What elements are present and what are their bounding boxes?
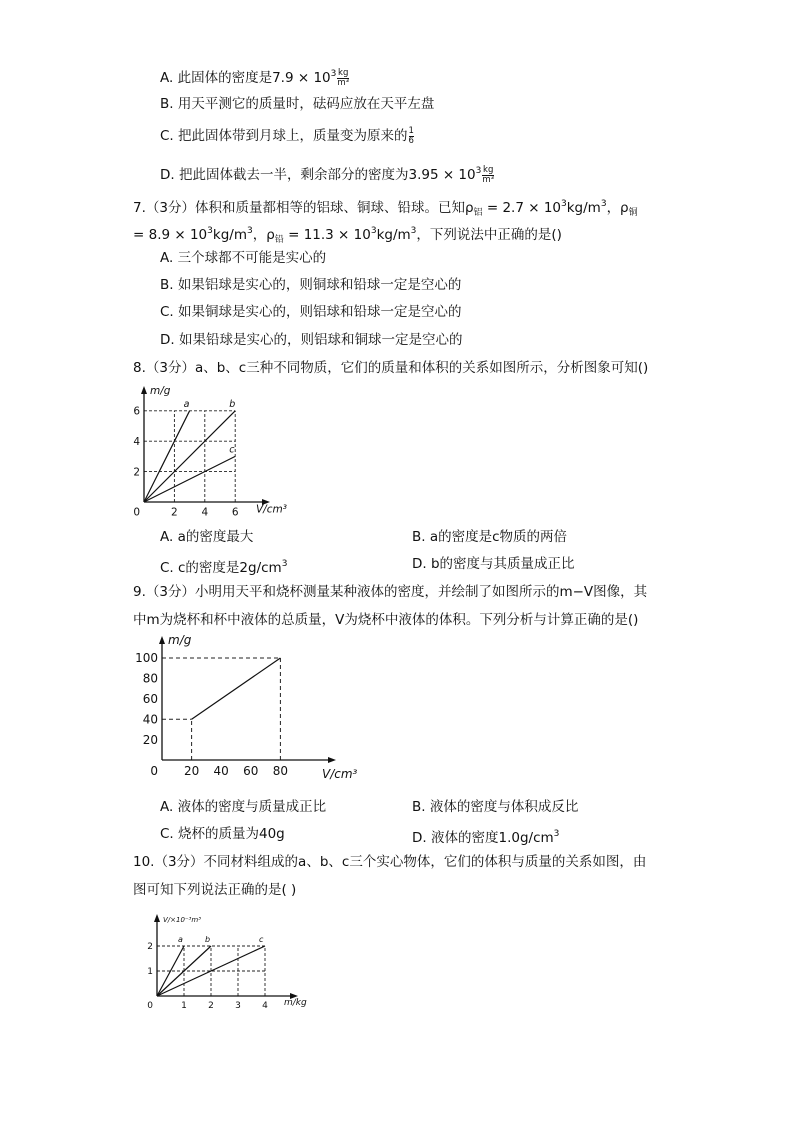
series-line-b bbox=[144, 411, 235, 502]
q7-option-d[interactable]: D. 如果铅球是实心的，则铝球和铜球一定是空心的 bbox=[160, 332, 463, 348]
x-tick-label: 2 bbox=[208, 1001, 214, 1011]
y-tick-label: 2 bbox=[147, 942, 153, 953]
x-tick-label: 1 bbox=[181, 1001, 187, 1011]
q9-option-d-cube: 3 bbox=[553, 829, 560, 839]
series-line-a bbox=[144, 411, 190, 502]
origin-label: 0 bbox=[150, 764, 158, 778]
series-label-a: a bbox=[183, 398, 190, 410]
y-tick-label: 40 bbox=[142, 712, 158, 727]
q7-rho-al: = 2.7 × 10 bbox=[482, 200, 561, 216]
q8-option-c-text: C. c的密度是2g/cm bbox=[160, 560, 282, 576]
q8-option-c-cube: 3 bbox=[281, 559, 288, 569]
q7-rho-pb: = 11.3 × 10 bbox=[283, 227, 371, 243]
y-tick-label: 60 bbox=[142, 692, 158, 706]
q7-option-a[interactable]: A. 三个球都不可能是实心的 bbox=[160, 250, 327, 266]
q9-option-b[interactable]: B. 液体的密度与体积成反比 bbox=[412, 799, 579, 815]
q6-option-a-value: 7.9 × 10 bbox=[272, 70, 331, 86]
y-axis-arrow bbox=[141, 386, 147, 394]
x-tick-label: 20 bbox=[183, 764, 200, 778]
q7-stem-text: 7.（3分）体积和质量都相等的铝球、铜球、铅球。已知ρ bbox=[133, 200, 474, 216]
q6-option-d-value: 3.95 × 10 bbox=[408, 167, 476, 183]
q8-chart bbox=[128, 380, 298, 520]
q6-option-d-label: D. 把此固体截去一半，剩余部分的密度为 bbox=[160, 167, 409, 183]
q7-unit: kg/m bbox=[376, 227, 411, 243]
y-tick-label: 20 bbox=[142, 732, 158, 747]
q7-exp: 3 bbox=[207, 226, 213, 236]
q8-option-b[interactable]: B. a的密度是c物质的两倍 bbox=[412, 529, 568, 545]
q6-option-b[interactable]: B. 用天平测它的质量时，砝码应放在天平左盘 bbox=[160, 96, 435, 112]
y-axis-arrow bbox=[154, 914, 160, 922]
q7-option-b[interactable]: B. 如果铝球是实心的，则铜球和铅球一定是空心的 bbox=[160, 277, 462, 293]
q6-option-d-unit: $\frac{kg}{\text{m³}}$ bbox=[482, 164, 495, 185]
x-axis-label: V/cm³ bbox=[322, 767, 358, 781]
x-tick-label: 60 bbox=[243, 764, 259, 778]
y-axis-label: m/g bbox=[168, 633, 192, 647]
q7-sub-al: 铝 bbox=[473, 208, 483, 218]
x-tick-label: 6 bbox=[231, 506, 239, 519]
q7-sub-pb: 铅 bbox=[274, 235, 284, 245]
origin-label: 0 bbox=[133, 506, 140, 519]
x-axis-label: V/cm³ bbox=[256, 503, 287, 516]
q8-option-d[interactable]: D. b的密度与其质量成正比 bbox=[412, 556, 575, 572]
series-label-c: c bbox=[229, 444, 235, 456]
origin-label: 0 bbox=[147, 1001, 153, 1011]
y-tick-label: 4 bbox=[133, 435, 140, 448]
series-label-a: a bbox=[178, 935, 183, 944]
x-tick-label: 4 bbox=[201, 506, 209, 519]
q7-exp: 3 bbox=[600, 199, 607, 209]
q9-option-c[interactable]: C. 烧杯的质量为40g bbox=[160, 826, 285, 842]
x-tick-label: 4 bbox=[262, 1001, 268, 1011]
q9-stem-line1: 9.（3分）小明用天平和烧杯测量某种液体的密度，并绘制了如图所示的m−V图像，其 bbox=[133, 584, 648, 600]
q7-stem-line1 bbox=[133, 194, 638, 223]
q7-rho-text: ，ρ bbox=[252, 227, 275, 243]
q6-option-a-unit: $\frac{kg}{\text{m³}}$ bbox=[337, 67, 350, 88]
q6-option-a-exp: 3 bbox=[330, 69, 337, 79]
y-tick-label: 2 bbox=[133, 466, 140, 479]
q6-option-d[interactable] bbox=[160, 161, 494, 185]
q7-rho-text: ，ρ bbox=[606, 200, 629, 216]
q7-exp: 3 bbox=[410, 226, 417, 236]
q7-rho-cu: = 8.9 × 10 bbox=[133, 227, 208, 243]
q7-unit: kg/m bbox=[212, 227, 247, 243]
y-axis-arrow bbox=[159, 636, 165, 644]
q8-stem: 8.（3分）a、b、c三种不同物质，它们的质量和体积的关系如图所示，分析图象可知() bbox=[133, 360, 649, 376]
x-axis-label: m/kg bbox=[284, 998, 307, 1008]
q9-option-d[interactable] bbox=[412, 824, 559, 848]
series-line-液体与烧杯 bbox=[192, 658, 281, 719]
q9-option-a[interactable]: A. 液体的密度与质量成正比 bbox=[160, 799, 327, 815]
q9-chart bbox=[128, 633, 368, 786]
q7-question: ，下列说法中正确的是() bbox=[416, 227, 562, 243]
q7-unit: kg/m bbox=[566, 200, 601, 216]
q10-chart bbox=[140, 912, 310, 1022]
series-label-b: b bbox=[205, 935, 211, 944]
series-line-c bbox=[144, 456, 235, 502]
q7-option-c[interactable]: C. 如果铜球是实心的，则铝球和铅球一定是空心的 bbox=[160, 304, 462, 320]
q6-option-d-exp: 3 bbox=[475, 166, 482, 176]
q6-option-c-label: C. 把此固体带到月球上，质量变为原来的 bbox=[160, 128, 408, 144]
x-tick-label: 3 bbox=[235, 1001, 241, 1011]
x-tick-label: 40 bbox=[213, 764, 229, 778]
q6-option-c[interactable] bbox=[160, 126, 414, 146]
q7-exp: 3 bbox=[561, 199, 567, 209]
y-axis-label: V/×10⁻³m³ bbox=[163, 916, 202, 924]
q8-option-a[interactable]: A. a的密度最大 bbox=[160, 529, 254, 545]
q10-stem-line2: 图可知下列说法正确的是( ) bbox=[133, 882, 297, 898]
q7-stem-line2 bbox=[133, 221, 562, 250]
series-label-b: b bbox=[229, 398, 236, 410]
q6-option-a[interactable] bbox=[160, 64, 349, 88]
x-axis-arrow bbox=[328, 757, 336, 763]
q7-exp: 3 bbox=[246, 226, 253, 236]
y-tick-label: 1 bbox=[147, 967, 153, 978]
q8-option-c[interactable] bbox=[160, 554, 287, 578]
x-tick-label: 80 bbox=[272, 764, 289, 778]
series-label-c: c bbox=[259, 935, 264, 944]
q9-option-d-text: D. 液体的密度1.0g/cm bbox=[412, 830, 554, 846]
q10-stem-line1: 10.（3分）不同材料组成的a、b、c三个实心物体，它们的体积与质量的关系如图，由 bbox=[133, 854, 647, 870]
q6-option-c-fraction: $\frac{1}{6}$ bbox=[408, 125, 414, 146]
q9-stem-line2: 中m为烧杯和杯中液体的总质量，V为烧杯中液体的体积。下列分析与计算正确的是() bbox=[133, 612, 639, 628]
q7-exp: 3 bbox=[370, 226, 377, 236]
x-tick-label: 2 bbox=[171, 506, 178, 519]
y-tick-label: 80 bbox=[142, 671, 158, 686]
y-tick-label: 100 bbox=[135, 651, 158, 666]
q6-option-a-label: A. 此固体的密度是 bbox=[160, 70, 273, 86]
y-tick-label: 6 bbox=[133, 405, 140, 418]
q7-sub-cu: 铜 bbox=[628, 208, 638, 218]
y-axis-label: m/g bbox=[150, 385, 171, 397]
